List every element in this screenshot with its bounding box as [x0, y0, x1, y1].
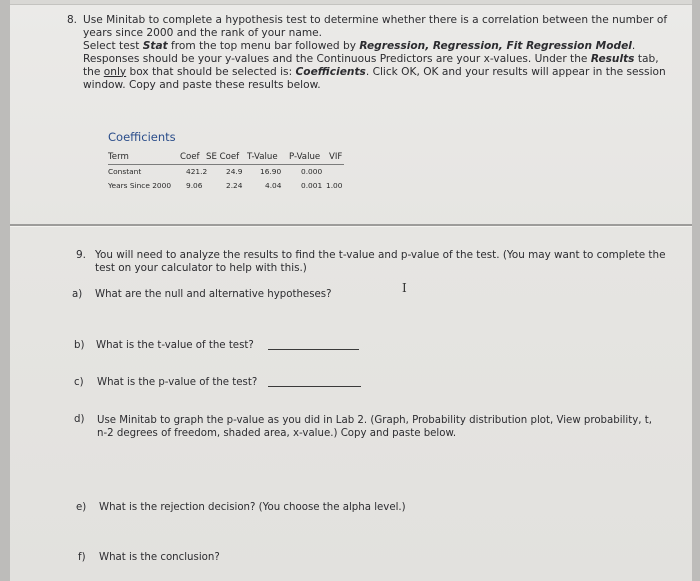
q8-line-4: Responses should be your y-values and the Continuous Predictors are your x-values. Under the Results tab, — [83, 52, 659, 65]
row-t-value: 16.90 — [260, 167, 282, 176]
part-b-answer-line — [268, 349, 359, 350]
section-divider-highlight — [10, 226, 692, 227]
part-e-letter: e) — [76, 502, 87, 513]
coefficients-header-row — [108, 152, 344, 165]
q8-line-1: Use Minitab to complete a hypothesis test to determine whether there is a correlation between the number of — [83, 14, 668, 26]
q8-line-2: years since 2000 and the rank of your name. — [83, 26, 323, 39]
part-b-letter: b) — [74, 340, 85, 351]
part-d-letter: d) — [74, 414, 85, 425]
row-se-coef: 24.9 — [226, 167, 243, 176]
row-coef: 421.2 — [186, 167, 208, 176]
header-se-coef: SE Coef — [206, 152, 240, 162]
row-p-value: 0.000 — [301, 167, 323, 176]
header-p-value: P-Value — [289, 152, 321, 162]
part-d-line-2: n-2 degrees of freedom, shaded area, x-value.) Copy and paste below. — [97, 428, 457, 439]
header-vif: VIF — [329, 152, 343, 162]
header-coef: Coef — [180, 152, 200, 162]
previous-page-edge — [10, 0, 692, 5]
part-c-question: What is the p-value of the test? — [97, 377, 258, 388]
q8-line-5: the only box that should be selected is: Coefficients. Click OK, OK and your results will appear in the session — [83, 65, 666, 78]
coefficients-title: Coefficients — [108, 130, 176, 144]
q9-line-1: You will need to analyze the results to find the t-value and p-value of the test. (You may want to complete the — [95, 249, 666, 261]
part-c-letter: c) — [74, 377, 84, 388]
row-t-value: 4.04 — [265, 181, 282, 190]
question-9-number: 9. — [76, 249, 87, 261]
row-se-coef: 2.24 — [226, 181, 243, 190]
row-p-value: 0.001 — [301, 181, 323, 190]
part-f-question: What is the conclusion? — [99, 552, 220, 563]
part-a-letter: a) — [72, 289, 83, 300]
q8-line-3: Select test Stat from the top menu bar followed by Regression, Regression, Fit Regression Model. — [83, 39, 636, 52]
part-a-question: What are the null and alternative hypotheses? — [95, 289, 332, 300]
part-d-question — [97, 414, 652, 440]
worksheet-page — [10, 0, 692, 581]
part-b-question: What is the t-value of the test? — [96, 340, 254, 351]
question-9-text — [95, 249, 685, 275]
part-c-answer-line — [268, 386, 361, 387]
table-row — [108, 167, 344, 178]
header-term: Term — [108, 152, 129, 162]
part-d-line-1: Use Minitab to graph the p-value as you did in Lab 2. (Graph, Probability distribution plot, View probability, t, — [97, 415, 652, 426]
row-term: Constant — [108, 167, 142, 176]
table-row — [108, 181, 344, 192]
part-f-letter: f) — [78, 552, 86, 563]
question-8-number: 8. — [67, 14, 78, 26]
question-8-text — [83, 14, 683, 91]
text-cursor-icon: I — [402, 281, 407, 295]
q8-line-6: window. Copy and paste these results below. — [83, 78, 321, 91]
row-term: Years Since 2000 — [108, 181, 172, 190]
row-coef: 9.06 — [186, 181, 203, 190]
header-t-value: T-Value — [247, 152, 278, 162]
row-vif: 1.00 — [326, 181, 343, 190]
q9-line-2: test on your calculator to help with this.) — [95, 262, 307, 274]
part-e-question: What is the rejection decision? (You choose the alpha level.) — [99, 502, 406, 513]
